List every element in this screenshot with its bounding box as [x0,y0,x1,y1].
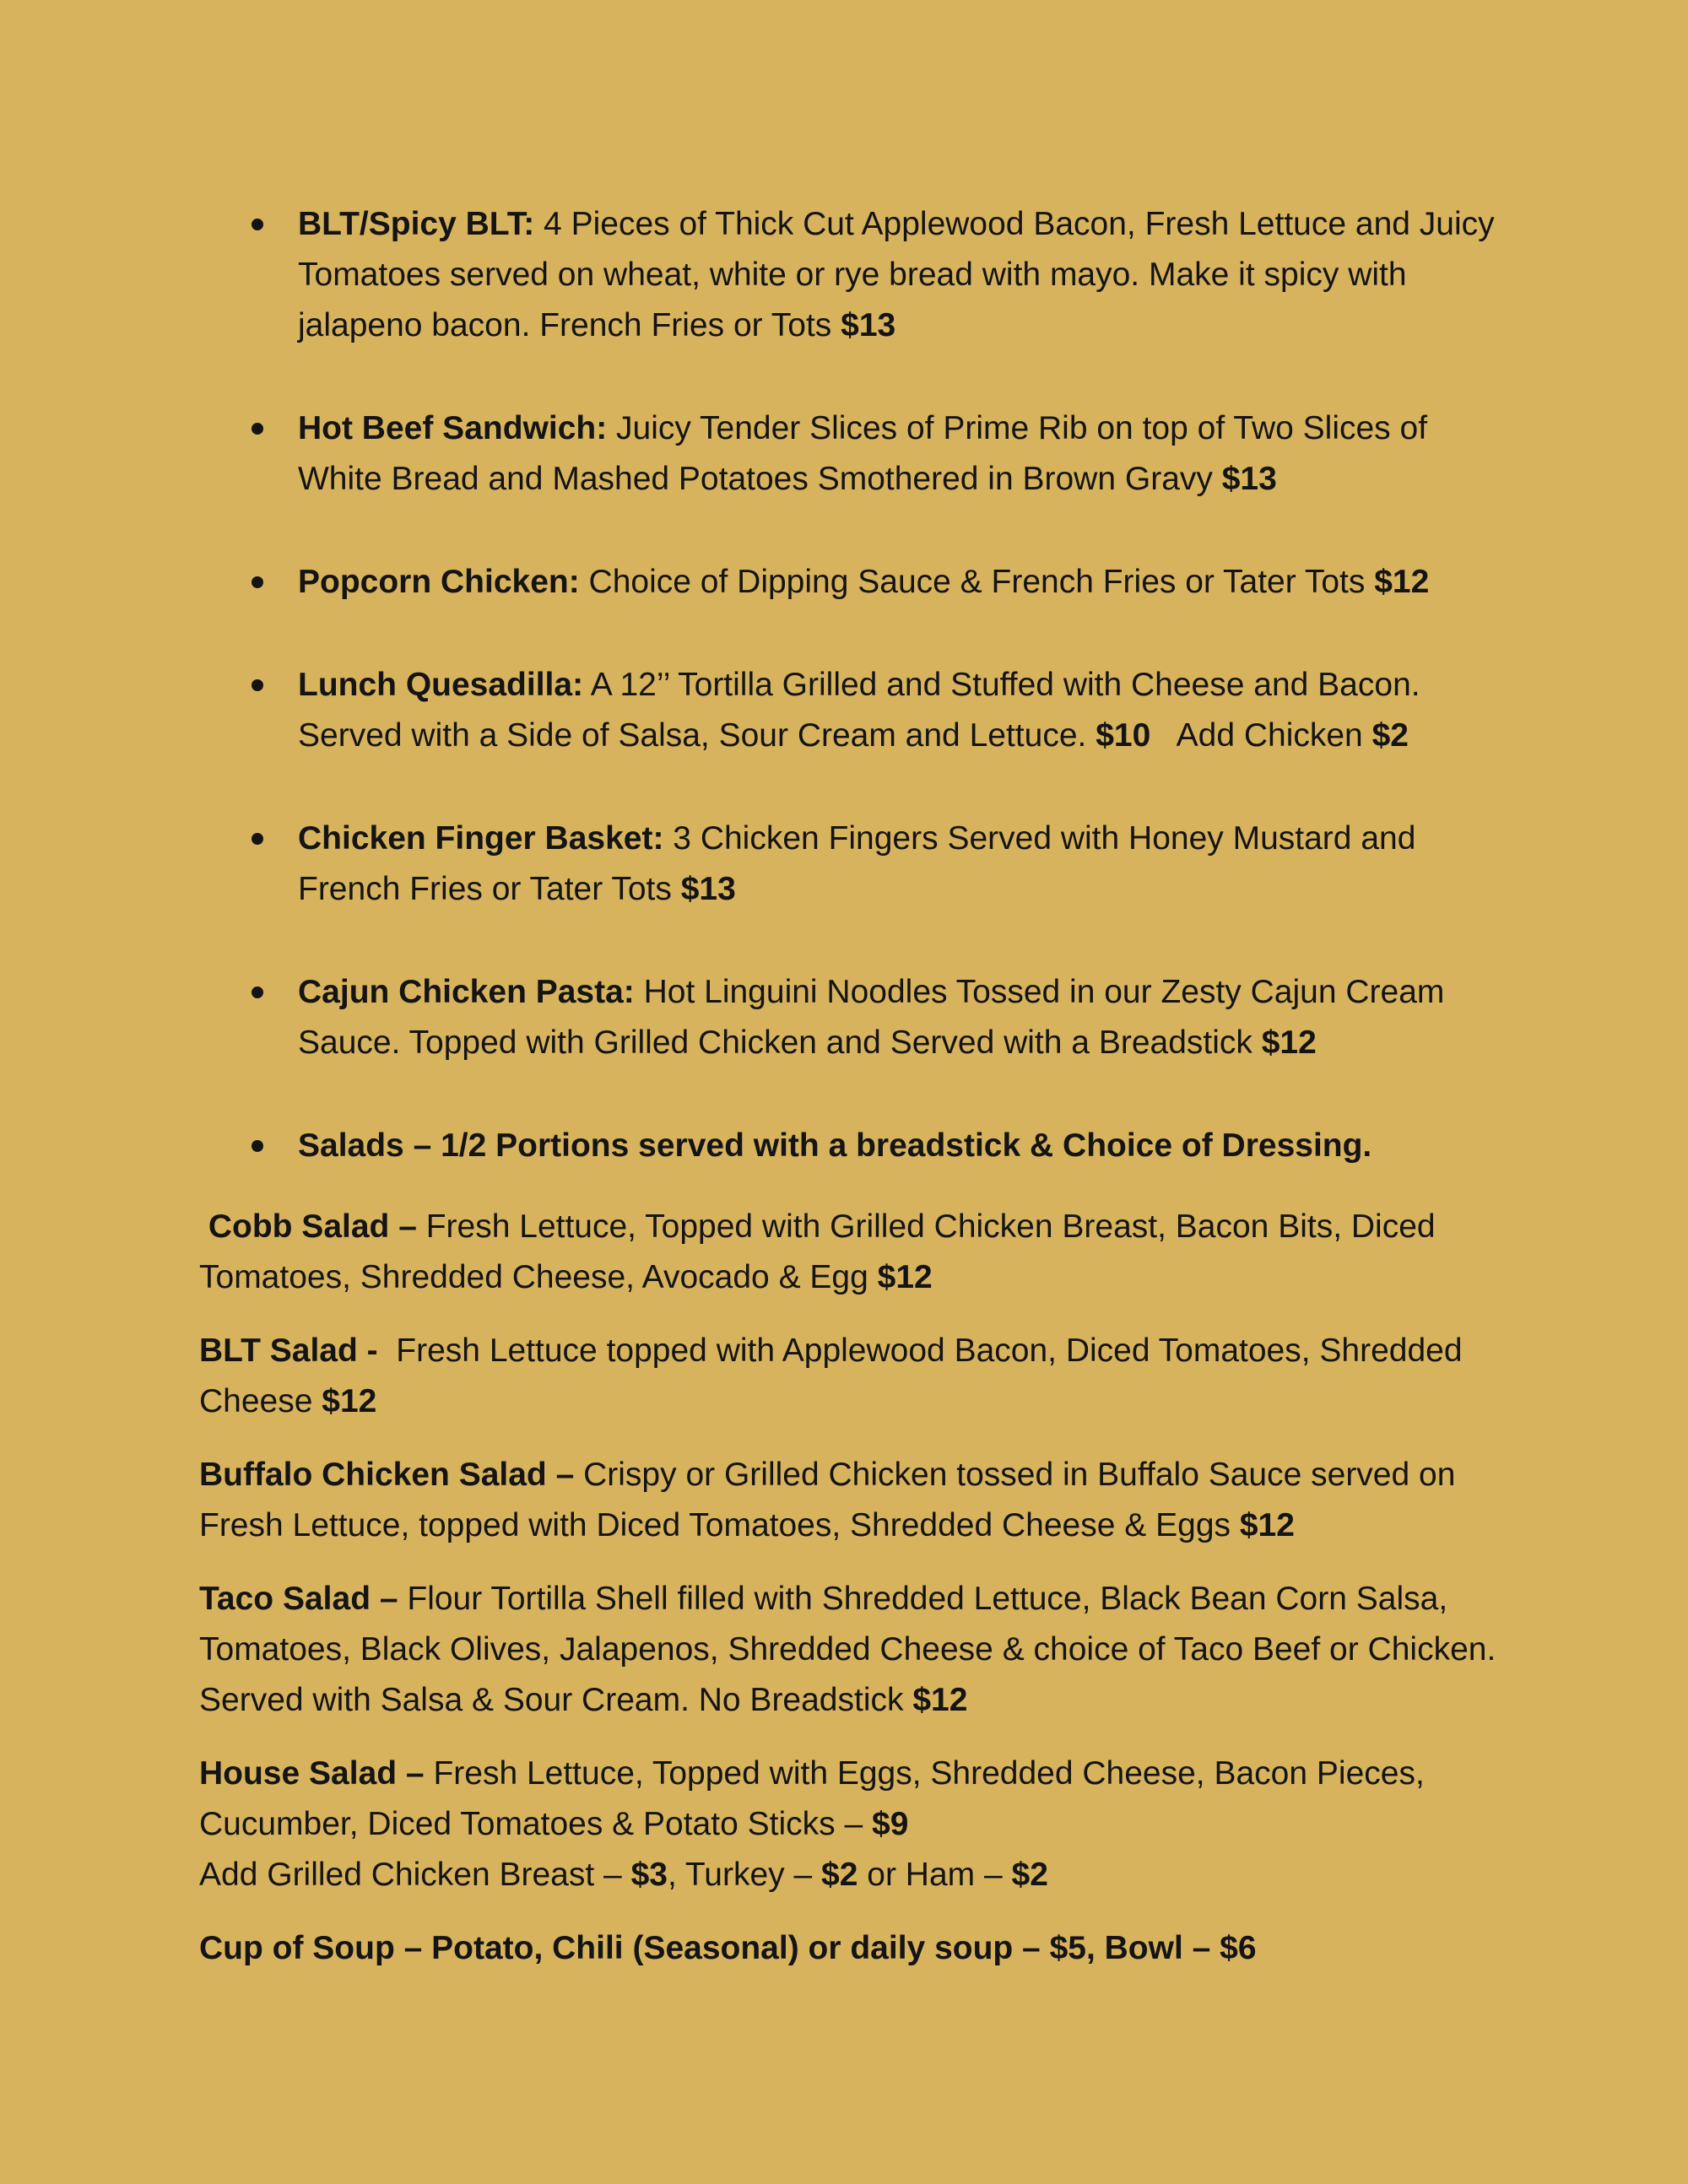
bullet-icon [252,987,263,998]
item-price: $10 [1096,717,1151,754]
salad-description: Fresh Lettuce topped with Applewood Bacon, Diced Tomatoes, Shredded Cheese [199,1333,1472,1419]
bullet-icon [252,576,263,588]
salad-house [199,1749,1516,1900]
item-name: Hot Beef Sandwich: [298,410,608,446]
salad-price: $12 [1239,1507,1295,1543]
bullet-icon [252,833,263,845]
salad-description: Flour Tortilla Shell filled with Shredded Lettuce, Black Bean Corn Salsa, Tomatoes, Black Olives, Jalapenos, Shredded Cheese & choice of Taco Beef or Chicken. Served with Salsa & Sour Cream. No Breadstick [199,1581,1496,1718]
menu-item-hot-beef-sandwich [245,403,1511,505]
salad-price: $12 [322,1383,377,1419]
salads-heading [245,1121,1511,1171]
item-description: 3 Chicken Fingers Served with Honey Mustard and French Fries or Tater Tots [298,820,1416,907]
salad-name: Taco Salad – [199,1581,398,1617]
salad-blt [199,1326,1516,1427]
item-price: $13 [841,307,896,343]
bullet-icon [252,679,263,691]
addon-text: , Turkey – [667,1857,822,1893]
bullet-icon [252,219,263,230]
salad-name: House Salad – [199,1755,425,1792]
menu-bullet-list [245,199,1511,1171]
soup-line: Cup of Soup – Potato, Chili (Seasonal) or daily soup – $5, Bowl – $6 [199,1930,1257,1966]
menu-item-lunch-quesadilla [245,660,1511,761]
addon-text: Add Grilled Chicken Breast – [199,1857,631,1893]
item-price: $13 [680,871,736,907]
salads-section [199,1202,1516,1997]
salad-cobb [199,1202,1516,1303]
salad-house-addons [199,1850,1516,1900]
salad-description: Fresh Lettuce, Topped with Grilled Chicken Breast, Bacon Bits, Diced Tomatoes, Shredded Cheese, Avocado & Egg [199,1208,1436,1295]
item-description: Juicy Tender Slices of Prime Rib on top of Two Slices of White Bread and Mashed Potatoes Smothered in Brown Gravy [298,410,1428,497]
salad-name: Buffalo Chicken Salad – [199,1457,575,1493]
item-price: $13 [1221,461,1277,497]
salad-name: Cobb Salad – [199,1208,417,1245]
bullet-icon [252,423,263,435]
salad-name: BLT Salad - [199,1333,378,1369]
item-description: Hot Linguini Noodles Tossed in our Zesty Cajun Cream Sauce. Topped with Grilled Chicken and Served with a Breadstick [298,974,1445,1061]
salad-price: $12 [877,1259,933,1295]
item-price: $12 [1261,1024,1317,1061]
item-price: $12 [1374,564,1430,600]
addon-price: $2 [1011,1857,1048,1893]
salad-house-main [199,1749,1516,1850]
salad-taco [199,1574,1516,1726]
addon-label: Add Chicken [1150,717,1372,754]
salad-description: Fresh Lettuce, Topped with Eggs, Shredded Cheese, Bacon Pieces, Cucumber, Diced Tomatoes & Potato Sticks – [199,1755,1425,1842]
addon-price: $2 [1372,717,1409,754]
salads-heading-text: Salads – 1/2 Portions served with a breadstick & Choice of Dressing. [298,1127,1372,1164]
item-description: 4 Pieces of Thick Cut Applewood Bacon, Fresh Lettuce and Juicy Tomatoes served on wheat, white or rye bread with mayo. Make it spicy with jalapeno bacon. French Fries or Tots [298,206,1495,343]
salad-price: $9 [872,1806,909,1842]
item-description: Choice of Dipping Sauce & French Fries or Tater Tots [579,564,1375,600]
menu-item-blt [245,199,1511,351]
salad-buffalo-chicken [199,1450,1516,1551]
addon-price: $3 [630,1857,668,1893]
item-name: Chicken Finger Basket: [298,820,664,857]
item-name: Lunch Quesadilla: [298,667,584,703]
salad-price: $12 [912,1682,968,1718]
menu-item-popcorn-chicken [245,557,1511,608]
menu-item-chicken-finger-basket [245,814,1511,915]
item-description: A 12’’ Tortilla Grilled and Stuffed with Cheese and Bacon. Served with a Side of Salsa, Sour Cream and Lettuce. [298,667,1420,754]
menu-item-cajun-chicken-pasta [245,967,1511,1068]
bullet-icon [252,1140,263,1152]
addon-price: $2 [821,1857,858,1893]
item-name: Popcorn Chicken: [298,564,580,600]
addon-text: or Ham – [858,1857,1012,1893]
item-name: Cajun Chicken Pasta: [298,974,635,1010]
salad-description: Crispy or Grilled Chicken tossed in Buffalo Sauce served on Fresh Lettuce, topped with Diced Tomatoes, Shredded Cheese & Eggs [199,1457,1456,1543]
item-name: BLT/Spicy BLT: [298,206,535,242]
